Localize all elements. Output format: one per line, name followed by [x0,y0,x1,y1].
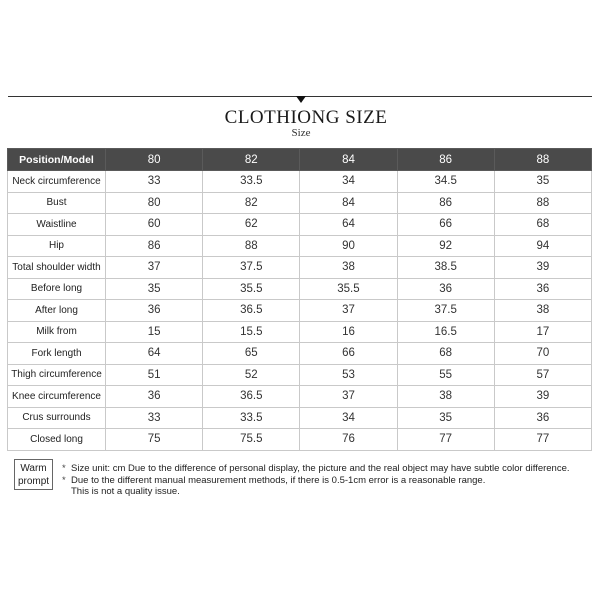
row-label: Knee circumference [8,386,106,408]
column-header-model: 88 [494,149,591,171]
note-text: This is not a quality issue. [71,486,180,497]
table-cell: 38 [300,257,397,279]
table-cell: 62 [203,214,300,236]
table-cell: 76 [300,429,397,451]
table-cell: 17 [494,321,591,343]
table-cell: 51 [106,364,203,386]
table-cell: 39 [494,257,591,279]
table-cell: 36 [494,407,591,429]
table-row [8,257,592,279]
row-label: Before long [8,278,106,300]
table-cell: 86 [397,192,494,214]
table-cell: 38.5 [397,257,494,279]
table-cell: 66 [300,343,397,365]
table-cell: 35.5 [203,278,300,300]
table-cell: 36 [494,278,591,300]
table-cell: 34 [300,171,397,193]
table-cell: 36 [397,278,494,300]
table-cell: 66 [397,214,494,236]
table-cell: 64 [300,214,397,236]
note-line [62,463,592,475]
table-row [8,300,592,322]
column-header-position: Position/Model [8,149,106,171]
table-cell: 33 [106,171,203,193]
table-cell: 94 [494,235,591,257]
table-cell: 37 [106,257,203,279]
row-label: Bust [8,192,106,214]
note-text: Due to the different manual measurement methods, if there is 0.5-1cm error is a reasonable range. [71,474,486,486]
table-row [8,214,592,236]
table-cell: 75 [106,429,203,451]
row-label: Milk from [8,321,106,343]
table-cell: 68 [494,214,591,236]
column-header-model: 80 [106,149,203,171]
table-cell: 15.5 [203,321,300,343]
down-triangle-icon [296,96,306,103]
table-cell: 77 [494,429,591,451]
table-cell: 75.5 [203,429,300,451]
table-cell: 88 [494,192,591,214]
table-cell: 36.5 [203,386,300,408]
table-cell: 38 [397,386,494,408]
warm-prompt-label [14,459,53,490]
row-label: Hip [8,235,106,257]
row-label: Crus surrounds [8,407,106,429]
row-label: After long [8,300,106,322]
table-row [8,364,592,386]
table-cell: 80 [106,192,203,214]
note-line [62,486,592,498]
note-line [62,475,592,487]
table-row [8,429,592,451]
table-cell: 35 [397,407,494,429]
table-cell: 84 [300,192,397,214]
table-row [8,278,592,300]
table-row [8,343,592,365]
table-cell: 38 [494,300,591,322]
table-cell: 37.5 [203,257,300,279]
page-subtitle: Size [291,127,311,139]
row-label: Waistline [8,214,106,236]
table-cell: 55 [397,364,494,386]
table-cell: 70 [494,343,591,365]
table-cell: 36.5 [203,300,300,322]
table-header-row [8,149,592,171]
table-cell: 64 [106,343,203,365]
table-cell: 65 [203,343,300,365]
table-row [8,386,592,408]
table-cell: 33 [106,407,203,429]
table-cell: 37.5 [397,300,494,322]
table-cell: 37 [300,300,397,322]
table-cell: 68 [397,343,494,365]
notes [62,463,592,498]
table-cell: 92 [397,235,494,257]
table-cell: 16 [300,321,397,343]
table-cell: 34 [300,407,397,429]
table-cell: 37 [300,386,397,408]
table-cell: 33.5 [203,171,300,193]
row-label: Thigh circumference [8,364,106,386]
table-cell: 35 [494,171,591,193]
table-cell: 86 [106,235,203,257]
row-label: Total shoulder width [8,257,106,279]
table-cell: 90 [300,235,397,257]
row-label: Fork length [8,343,106,365]
row-label: Closed long [8,429,106,451]
table-cell: 57 [494,364,591,386]
size-table [7,148,592,451]
table-cell: 36 [106,386,203,408]
table-cell: 88 [203,235,300,257]
row-label: Neck circumference [8,171,106,193]
prompt-line-1: Warm [20,463,47,474]
table-row [8,407,592,429]
table-cell: 77 [397,429,494,451]
table-cell: 53 [300,364,397,386]
asterisk-icon: * [62,474,66,486]
table-row [8,192,592,214]
note-text: Size unit: cm Due to the difference of personal display, the picture and the real object may have subtle color difference. [71,463,570,474]
prompt-line-2: prompt [17,476,50,487]
table-cell: 34.5 [397,171,494,193]
page-title: CLOTHIONG SIZE [224,107,388,128]
table-cell: 39 [494,386,591,408]
table-cell: 52 [203,364,300,386]
table-cell: 35 [106,278,203,300]
table-cell: 33.5 [203,407,300,429]
asterisk-icon: * [62,463,66,474]
table-row [8,321,592,343]
table-cell: 16.5 [397,321,494,343]
column-header-model: 84 [300,149,397,171]
column-header-model: 86 [397,149,494,171]
table-cell: 35.5 [300,278,397,300]
table-body [8,171,592,451]
table-row [8,235,592,257]
table-cell: 15 [106,321,203,343]
table-row [8,171,592,193]
table-cell: 36 [106,300,203,322]
table-cell: 82 [203,192,300,214]
column-header-model: 82 [203,149,300,171]
table-cell: 60 [106,214,203,236]
